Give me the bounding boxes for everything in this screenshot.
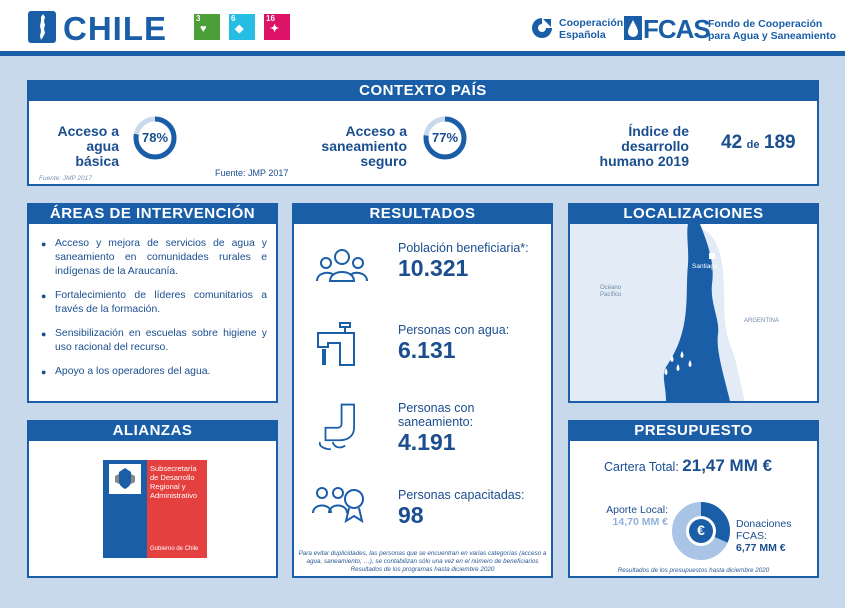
- areas-intervencion-panel: [27, 203, 278, 403]
- sanitation-pipe-icon: [310, 401, 366, 451]
- cooperacion-logo-icon: [530, 16, 554, 40]
- fcas-drop-icon: [624, 16, 642, 40]
- source-jmp: Fuente: JMP 2017: [215, 168, 289, 178]
- poblacion-label: Población beneficiaria*:: [398, 241, 529, 255]
- ods-3-badge: 3 ♥: [194, 14, 220, 40]
- presupuesto-panel: [568, 420, 819, 578]
- alianzas-panel: [27, 420, 278, 578]
- areas-list: [41, 237, 267, 389]
- presupuesto-title: PRESUPUESTO: [568, 420, 819, 441]
- santiago-label: Santiago: [692, 263, 718, 270]
- source-small: Fuente: JMP 2017: [39, 175, 92, 182]
- agua-label: Personas con agua:: [398, 323, 510, 337]
- header-bar: CHILE 3 ♥ 6 ◆ 16 ✦ Cooperación Española FCAS Fondo de Cooperación para Agua y Saneamiento: [0, 0, 845, 56]
- resultados-title: RESULTADOS: [292, 203, 553, 224]
- cartera-total: Cartera Total: 21,47 MM €: [604, 456, 773, 475]
- saneamiento-value: 4.191: [398, 429, 456, 455]
- dove-icon: ✦: [270, 23, 280, 35]
- idh-rank: 42 de 189: [721, 132, 796, 153]
- argentina-label: ARGENTINA: [744, 318, 780, 324]
- aporte-local: Aporte Local: 14,70 MM €: [606, 504, 668, 528]
- contexto-pais-title: CONTEXTO PAÍS: [27, 80, 819, 101]
- saneamiento-result-label: Personas con saneamiento:: [398, 401, 475, 429]
- heartbeat-icon: ♥: [200, 23, 207, 35]
- santiago-marker: [709, 253, 715, 259]
- ocean-label: Océano Pacífico: [600, 285, 622, 298]
- localizaciones-title: LOCALIZACIONES: [568, 203, 819, 224]
- list-item: ● Acceso y mejora de servicios de agua y saneamiento en comunidades rurales e indígenas de la Araucanía.: [41, 237, 267, 279]
- idh-label: Índice de desarrollo humano 2019: [599, 123, 689, 169]
- list-item: ● Apoyo a los operadores del agua.: [41, 365, 267, 379]
- list-item: ● Sensibilización en escuelas sobre higiene y uso racional del recurso.: [41, 327, 267, 355]
- capacitadas-label: Personas capacitadas:: [398, 488, 525, 502]
- chile-map: [570, 224, 817, 401]
- contexto-pais-panel: [27, 80, 819, 186]
- ods-16-badge: 16 ✦: [264, 14, 290, 40]
- resultados-note: Para evitar duplicidades, las personas que se encuentran en varias categorías (acceso a agua, saneamiento, …), se contabilizan sólo una vez en el número de beneficiarios Resultados de los programas hasta diciembre 2020: [298, 550, 547, 573]
- subdere-text: Subsecretaría de Desarrollo Regional y Administrativo: [150, 464, 198, 500]
- water-tap-icon: [310, 317, 366, 367]
- list-item: ● Fortalecimiento de líderes comunitarios a través de la formación.: [41, 289, 267, 317]
- agua-pct: 78%: [141, 130, 169, 145]
- euro-icon: €: [697, 522, 705, 538]
- chile-flag-map-icon: [28, 11, 56, 43]
- presupuesto-note: Resultados de los presupuestos hasta diciembre 2020: [617, 567, 770, 574]
- capacitadas-value: 98: [398, 502, 424, 528]
- coat-of-arms-icon: [109, 464, 141, 494]
- donaciones-fcas: Donaciones FCAS: 6,77 MM €: [736, 518, 792, 554]
- saneamiento-label: Acceso a saneamiento seguro: [321, 123, 407, 169]
- alianzas-title: ALIANZAS: [27, 420, 278, 441]
- resultados-panel: [292, 203, 553, 578]
- subdere-logo: [103, 460, 207, 558]
- saneamiento-pct: 77%: [431, 130, 459, 145]
- gobierno-chile-text: Gobierno de Chile: [150, 546, 199, 552]
- training-medal-icon: [310, 481, 366, 531]
- agua-basica-label: Acceso a agua básica: [57, 123, 119, 169]
- people-group-icon: [314, 243, 370, 293]
- localizaciones-panel: [568, 203, 819, 403]
- country-title: CHILE: [63, 10, 167, 47]
- ods-6-badge: 6 ◆: [229, 14, 255, 40]
- poblacion-value: 10.321: [398, 255, 469, 281]
- water-drop-icon: ◆: [235, 23, 244, 35]
- areas-title: ÁREAS DE INTERVENCIÓN: [27, 203, 278, 224]
- agua-value: 6.131: [398, 337, 456, 363]
